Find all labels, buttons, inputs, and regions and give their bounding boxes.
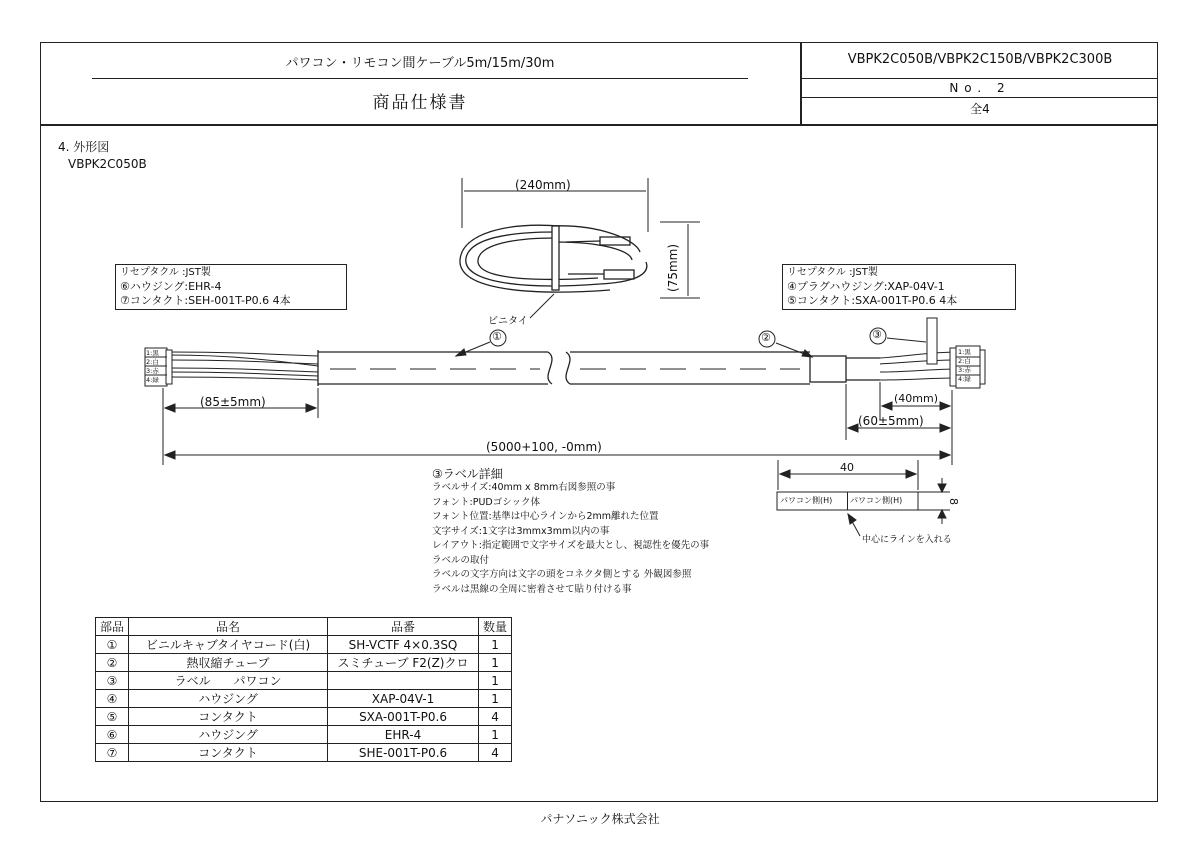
label-detail-notes: ラベルサイズ:40mm x 8mm右図参照の事 フォント:PUDゴシック体 フォント位置:基準は中心ラインから2mm離れた位置 文字サイズ:1文字は3mmx3mm以内の事 レイアウト:指定範囲で文字サイズを最大とし、視認性を優先の事 ラベルの取付 ラベルの文字方向は文字の頭をコネクタ側とする 外観図参照 ラベルは黒線の全周に密着させて貼り付ける事 [432, 482, 710, 595]
center-line-note: 中心にラインを入れる [862, 535, 952, 545]
section-heading: 4. 外形図 [58, 140, 110, 154]
receptacle-right-maker: リセプタクル :JST製 [787, 267, 878, 278]
company-footer: パナソニック株式会社 [540, 812, 660, 826]
label-detail-title: ③ラベル詳細 [432, 467, 503, 481]
col-qty: 数量 [479, 618, 512, 636]
table-row: ⑤ コンタクト SXA-001T-P0.6 4 [96, 708, 512, 726]
parts-table-header [96, 618, 512, 636]
col-name: 品名 [129, 618, 328, 636]
receptacle-left-box [115, 264, 347, 310]
cable-body [318, 350, 880, 386]
strip-right-dim-40: (40mm) [894, 392, 939, 405]
callout-2: ② [761, 331, 771, 344]
left-connector [145, 348, 318, 386]
label-sample-left: パワコン側(H) [780, 496, 833, 505]
table-row: ④ ハウジング XAP-04V-1 1 [96, 690, 512, 708]
left-pin-labels: 1:黒 2:白 3:赤 4:緑 [146, 349, 159, 384]
total-length-dim: (5000+100, -0mm) [486, 440, 602, 454]
callout-1: ① [492, 330, 502, 343]
page-number: No. 2 [949, 81, 1011, 95]
table-row: ⑥ ハウジング EHR-4 1 [96, 726, 512, 744]
receptacle-right-contact: ⑤コンタクト:SXA-001T-P0.6 4本 [787, 294, 958, 307]
label-sample-right: パワコン側(H) [850, 496, 903, 505]
receptacle-left-contact: ⑦コンタクト:SEH-001T-P0.6 4本 [120, 294, 291, 307]
strip-right-dim-60: (60±5mm) [858, 414, 924, 428]
cable-coil [460, 225, 647, 292]
receptacle-right-box [782, 264, 1016, 310]
label-width-dim: 40 [840, 461, 854, 474]
parts-table [95, 617, 512, 762]
table-row: ② 熱収縮チューブ スミチューブ F2(Z)クロ 1 [96, 654, 512, 672]
document-type: 商品仕様書 [372, 93, 468, 113]
receptacle-right-housing: ④プラグハウジング:XAP-04V-1 [787, 280, 945, 293]
col-number: 品番 [328, 618, 479, 636]
section-model: VBPK2C050B [68, 157, 147, 171]
table-row: ① ビニルキャブタイヤコード(白) SH-VCTF 4×0.3SQ 1 [96, 636, 512, 654]
page-total: 全4 [970, 102, 990, 116]
receptacle-left-housing: ⑥ハウジング:EHR-4 [120, 280, 222, 293]
label-height-dim: 8 [947, 498, 960, 505]
col-part: 部品 [96, 618, 129, 636]
strip-left-dim: (85±5mm) [200, 395, 266, 409]
table-row: ③ ラベル パワコン 1 [96, 672, 512, 690]
model-numbers: VBPK2C050B/VBPK2C150B/VBPK2C300B [847, 52, 1113, 67]
coil-width-dim: (240mm) [515, 178, 571, 192]
document-title: パワコン・リモコン間ケーブル5m/15m/30m [285, 56, 555, 71]
callout-3: ③ [872, 328, 882, 341]
table-row: ⑦ コンタクト SHE-001T-P0.6 4 [96, 744, 512, 762]
coil-height-dim: (75mm) [666, 243, 680, 292]
right-pin-labels: 1:黒 2:白 3:赤 4:緑 [958, 348, 971, 383]
receptacle-left-maker: リセプタクル :JST製 [120, 267, 211, 278]
tie-label: ビニタイ [488, 316, 528, 327]
